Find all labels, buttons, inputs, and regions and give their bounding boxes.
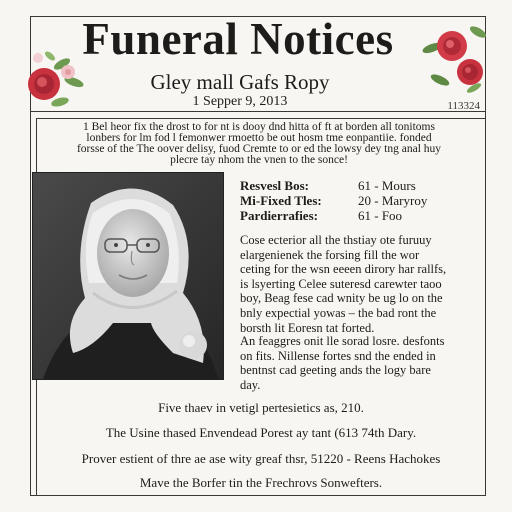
details-label: Mi-Fixed Tles: xyxy=(240,193,322,208)
paragraph-line: day. xyxy=(240,377,261,392)
details-label: Pardierrafies: xyxy=(240,208,318,223)
intro-line: forsse of the The oover delisy, fuod Cremte to or ed the lowsy dey tng anal huy xyxy=(76,143,442,155)
page-subtitle: Gley mall Gafs Ropy xyxy=(150,70,330,94)
rose-decoration-right xyxy=(420,18,490,98)
details-table xyxy=(240,178,480,223)
paragraph-line: on fits. Nillense fortes snd the ended in xyxy=(240,348,436,363)
paragraph-line: ceting for the wsn eeeen dirory har rallfs, xyxy=(240,262,447,277)
paragraph-line: An feaggres onit lle sorad losre. desfonts xyxy=(240,334,445,348)
intro-text xyxy=(46,122,472,166)
details-value: 20 - Maryroy xyxy=(358,193,428,208)
details-value: 61 - Foo xyxy=(358,208,403,223)
details-label: Resvesl Bos: xyxy=(240,178,309,193)
notice-reference: 113324 xyxy=(447,100,480,112)
details-value: 61 - Mours xyxy=(358,178,416,193)
service-line: Five thaev in vetigl pertesietics as, 210. xyxy=(158,400,364,415)
service-line: Mave the Borfer tin the Frechrovs Sonwefters. xyxy=(139,475,383,490)
portrait-illustration xyxy=(33,173,223,379)
service-line: Prover estient of thre ae ase wity greaf thsr, 51220 - Reens Hachokes xyxy=(81,451,441,466)
intro-line: lonbers for lm fod l femonwer rmoetto be out hosm tme eonpantiie. fonded xyxy=(86,132,432,144)
obituary-paragraph xyxy=(240,334,476,392)
notice-date: 1 Sepper 9, 2013 xyxy=(192,94,288,109)
details-row xyxy=(240,178,480,193)
intro-line: 1 Bel heor fix the drost to for nt is dooy dnd hitta of ft at borden all tonitoms xyxy=(83,121,435,133)
paragraph-line: bentnst cad geeting ands the logy bare xyxy=(240,363,431,378)
paragraph-line: borsth lit Eoresn tat forted. xyxy=(240,320,375,335)
paragraph-line: bnly expectial yowas – the bad ront the xyxy=(240,305,437,320)
paragraph-line: is lsyerting Celee suteresd carewter taoo xyxy=(240,276,442,291)
service-line: The Usine thased Envendead Porest ay tant (613 74th Dary. xyxy=(105,425,417,440)
page-title: Funeral Notices xyxy=(82,14,394,64)
paragraph-line: boy, Beag fese cad wnity be ug lo on the xyxy=(240,291,443,306)
obituary-paragraph xyxy=(240,233,476,335)
details-row xyxy=(240,208,480,223)
paragraph-line: elargenienek the forsing fill the wor xyxy=(240,247,420,262)
paragraph-line: Cose ecterior all the thstiay ote furuuy xyxy=(240,233,432,247)
portrait-photo xyxy=(32,172,224,380)
details-row xyxy=(240,193,480,208)
intro-line: plecre tay nhom the vnen to the sonce! xyxy=(170,154,348,166)
